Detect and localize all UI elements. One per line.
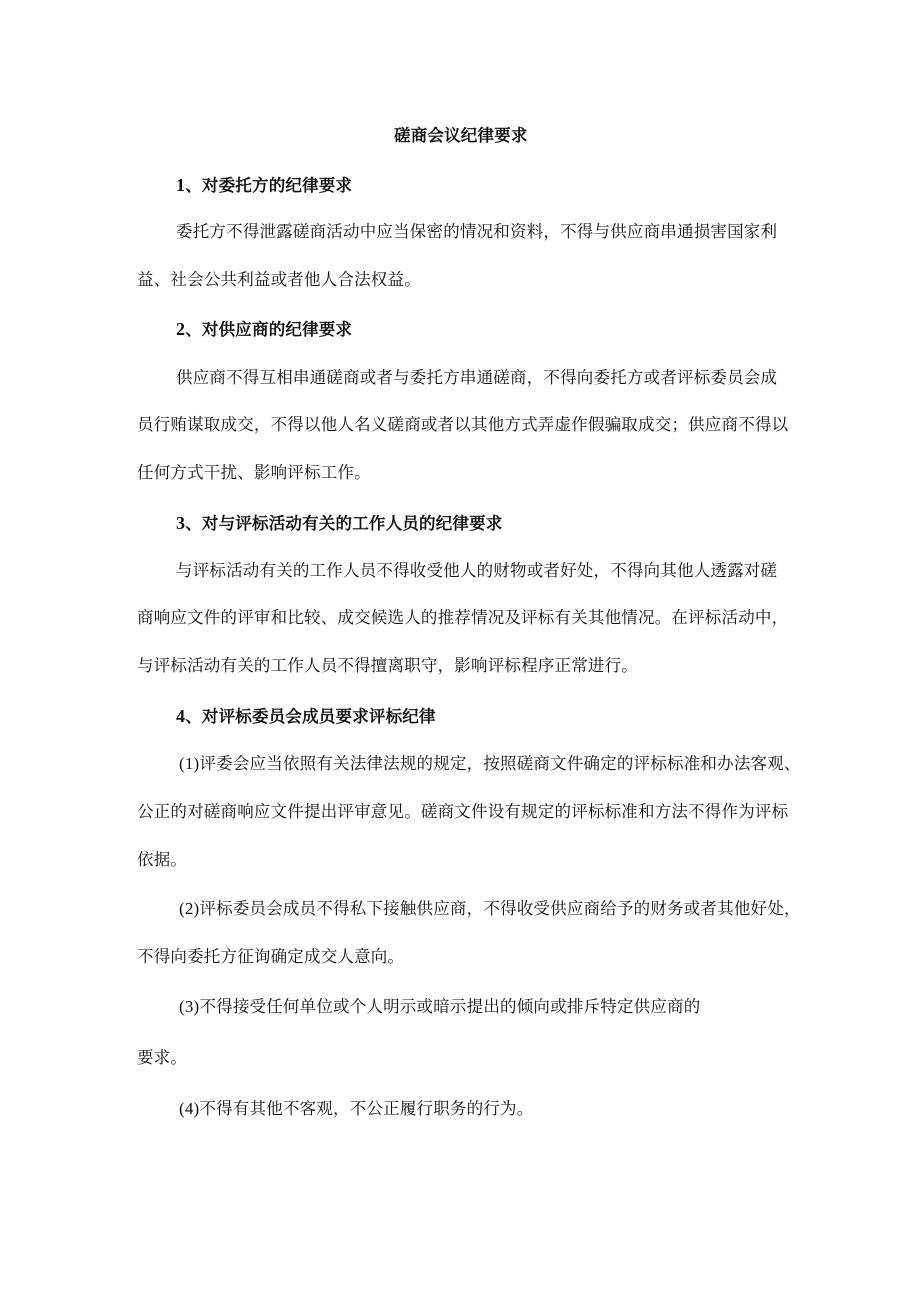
section-3-line-2: 商响应文件的评审和比较、成交候选人的推荐情况及评标有关其他情况。在评标活动中， xyxy=(137,608,789,627)
section-3-heading-text: 、对与评标活动有关的工作人员的纪律要求 xyxy=(185,514,503,533)
item-2-marker: (2) xyxy=(179,899,200,918)
section-1-heading xyxy=(176,173,352,198)
item-3-marker: (3) xyxy=(179,997,200,1016)
item-1-line-3: 依据。 xyxy=(137,850,188,869)
section-2-line-1: 供应商不得互相串通磋商或者与委托方串通磋商，不得向委托方或者评标委员会成 xyxy=(176,368,778,387)
item-2-line-1 xyxy=(179,897,801,921)
section-2-heading-text: 、对供应商的纪律要求 xyxy=(185,320,353,339)
section-4-heading-text: 、对评标委员会成员要求评标纪律 xyxy=(185,707,436,726)
section-3-line-1: 与评标活动有关的工作人员不得收受他人的财物或者好处，不得向其他人透露对磋 xyxy=(176,561,778,580)
section-1-line-1: 委托方不得泄露磋商活动中应当保密的情况和资料，不得与供应商串通损害国家利 xyxy=(176,222,778,241)
section-1-number: 1 xyxy=(176,175,186,195)
section-2-line-3: 任何方式干扰、影响评标工作。 xyxy=(137,463,371,482)
section-1-line-2: 益、社会公共利益或者他人合法权益。 xyxy=(137,270,421,289)
item-1-line-1-text: 评委会应当依照有关法律法规的规定，按照磋商文件确定的评标标准和办法客观、 xyxy=(199,754,801,773)
item-2-line-1-text: 评标委员会成员不得私下接触供应商，不得收受供应商给予的财务或者其他好处， xyxy=(199,899,801,918)
section-3-line-3: 与评标活动有关的工作人员不得擅离职守，影响评标程序正常进行。 xyxy=(137,656,638,675)
item-3-line-2: 要求。 xyxy=(137,1048,188,1067)
section-4-heading xyxy=(176,704,436,729)
section-4-number: 4 xyxy=(176,706,186,726)
item-3-line-1-text: 不得接受任何单位或个人明示或暗示提出的倾向或排斥特定供应商的 xyxy=(199,997,701,1016)
item-4-marker: (4) xyxy=(179,1099,200,1118)
item-3-line-1 xyxy=(179,995,700,1019)
section-3-heading xyxy=(176,511,503,536)
section-2-number: 2 xyxy=(176,319,186,339)
item-1-marker: (1) xyxy=(179,754,200,773)
document-title: 磋商会议纪律要求 xyxy=(394,126,528,145)
item-1-line-1 xyxy=(179,752,801,776)
section-2-heading xyxy=(176,317,352,342)
item-2-line-2: 不得向委托方征询确定成交人意向。 xyxy=(137,947,405,966)
item-4-line-1-text: 不得有其他不客观，不公正履行职务的行为。 xyxy=(199,1099,534,1118)
section-1-heading-text: 、对委托方的纪律要求 xyxy=(185,176,353,195)
item-4-line-1 xyxy=(179,1097,533,1121)
section-2-line-2: 员行贿谋取成交，不得以他人名义磋商或者以其他方式弄虚作假骗取成交；供应商不得以 xyxy=(137,415,789,434)
section-3-number: 3 xyxy=(176,513,186,533)
item-1-line-2: 公正的对磋商响应文件提出评审意见。磋商文件设有规定的评标标准和方法不得作为评标 xyxy=(137,802,789,821)
